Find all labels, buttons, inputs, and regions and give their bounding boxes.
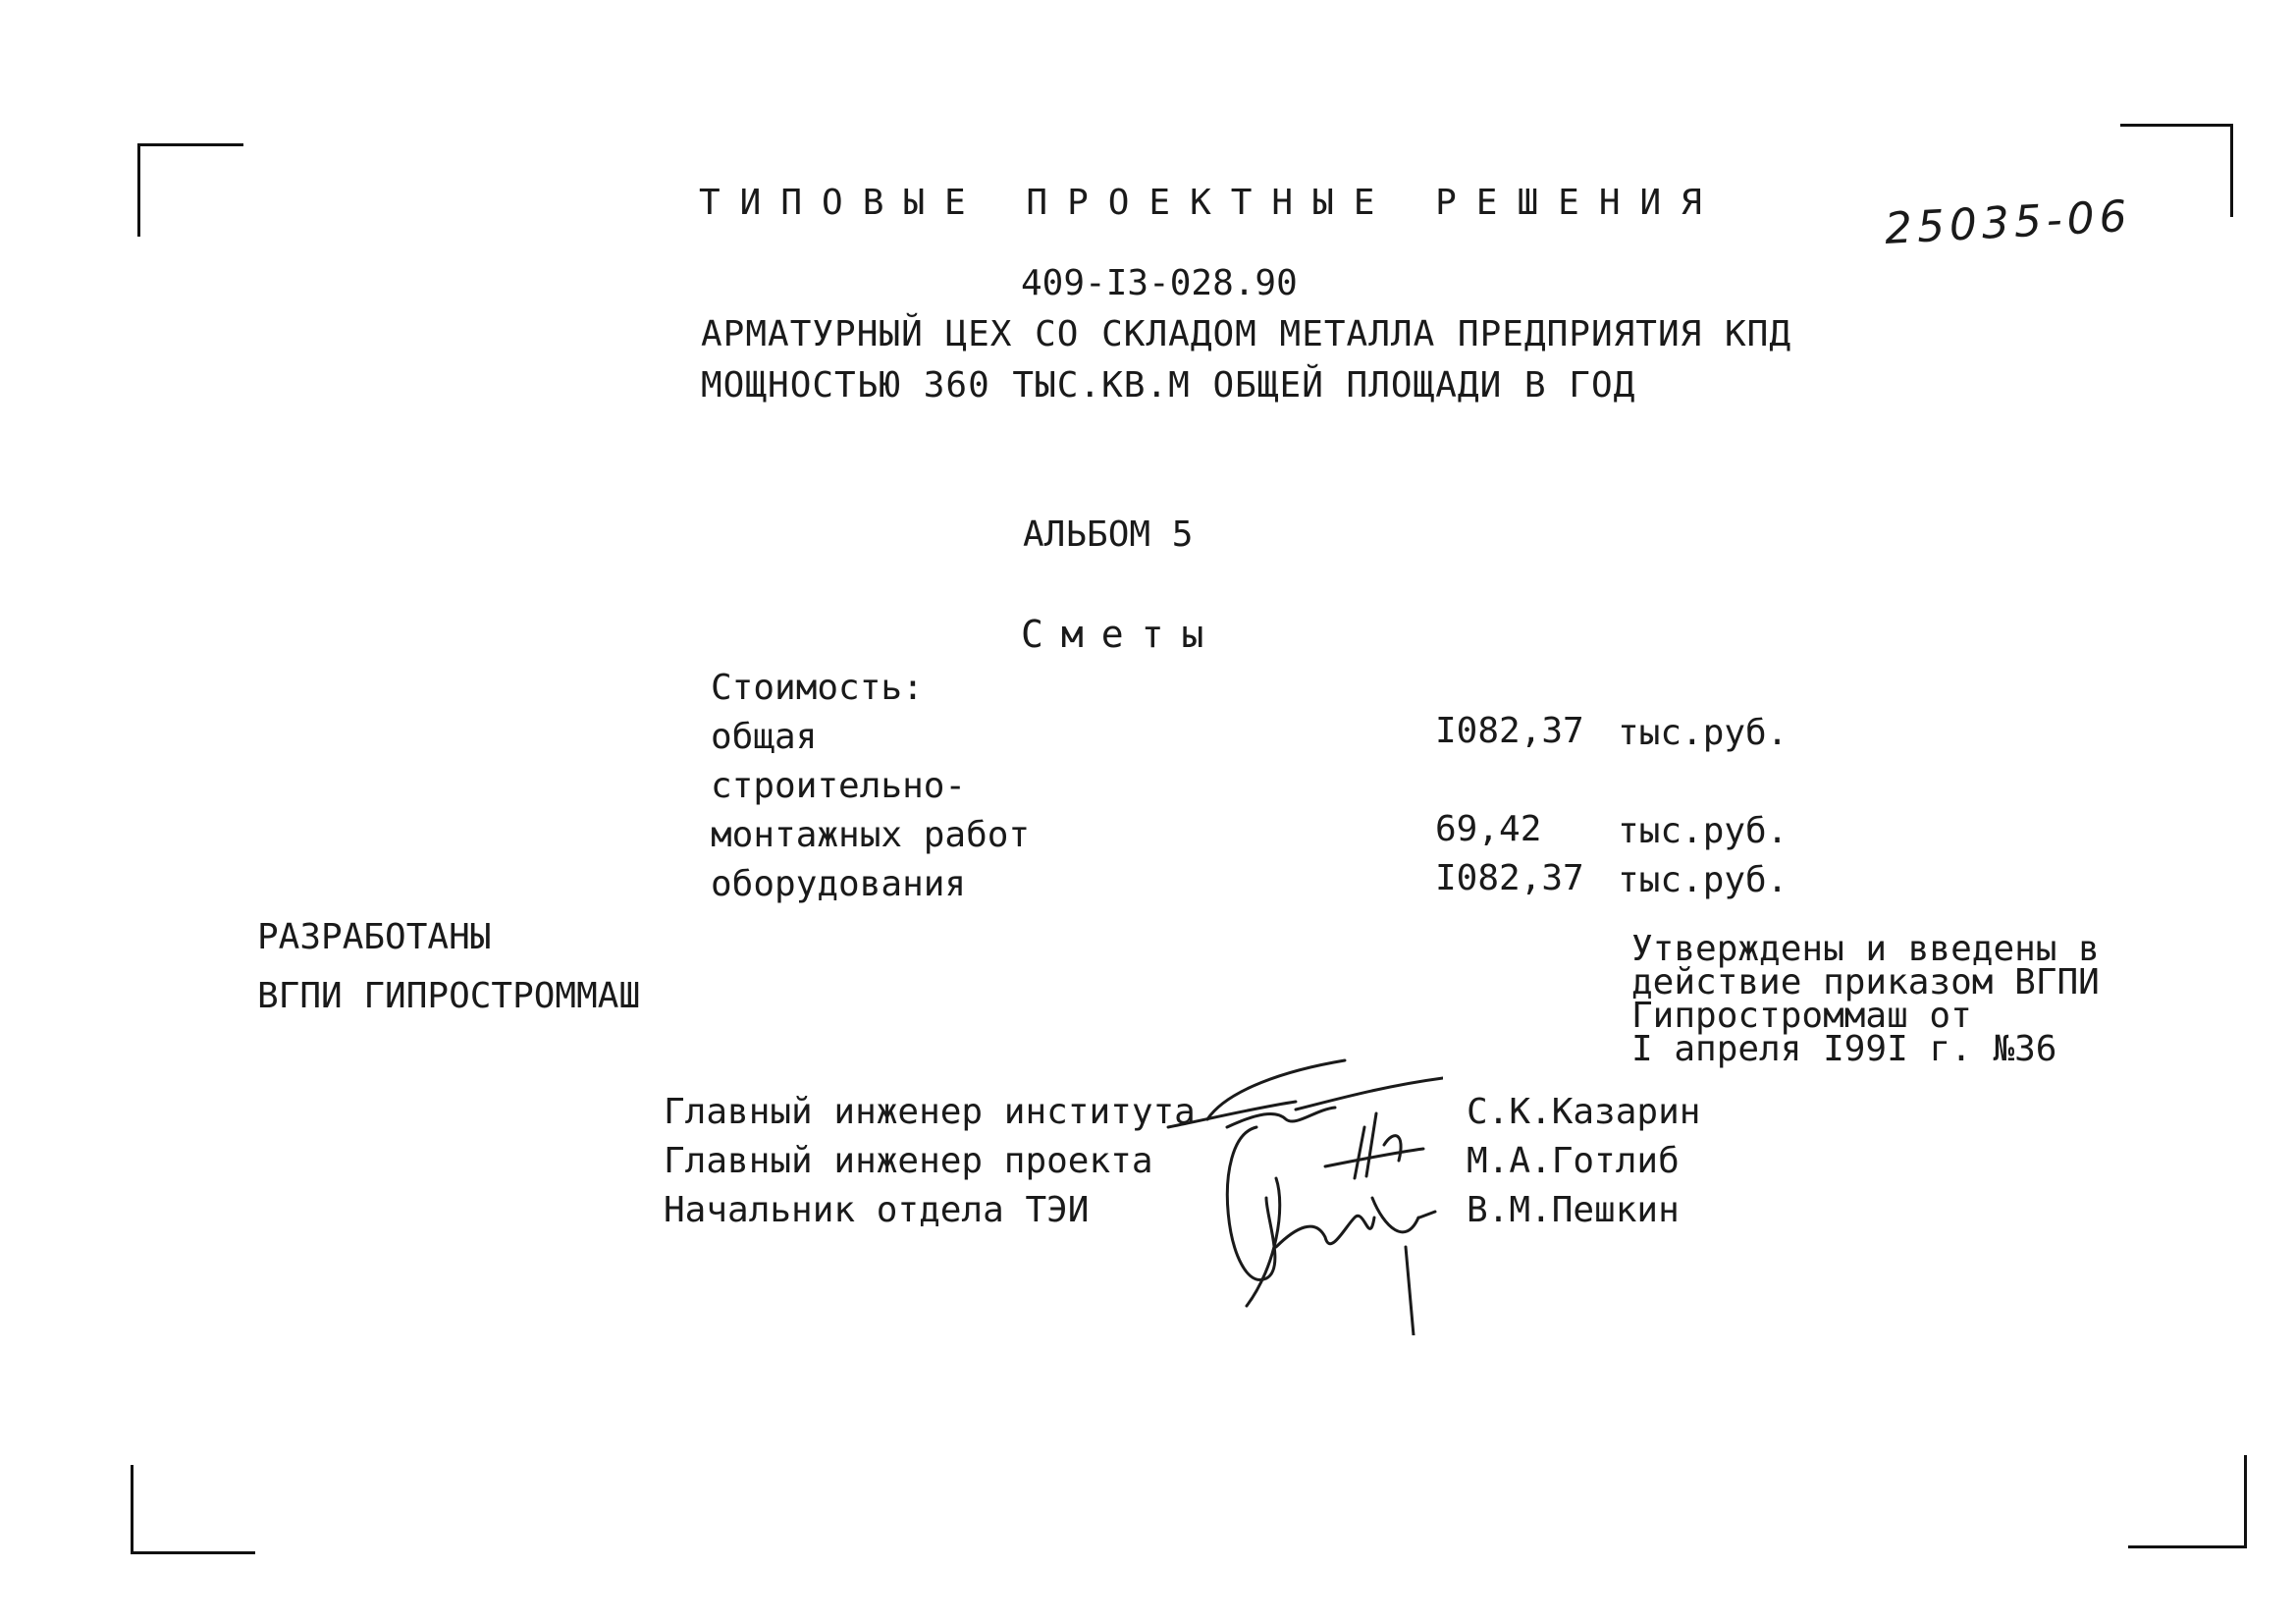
cost-row-value: 69,42 bbox=[1435, 809, 1542, 849]
series-title: ТИПОВЫЕ ПРОЕКТНЫЕ РЕШЕНИЯ bbox=[699, 183, 1722, 223]
cost-row-unit: тыс.руб. bbox=[1618, 713, 1789, 753]
cost-row-label: строительно- bbox=[711, 766, 967, 806]
project-code: 409-I3-028.90 bbox=[1021, 263, 1298, 303]
approval-line: I апреля I99I г. №36 bbox=[1631, 1029, 2057, 1069]
signatory-name: С.К.Казарин bbox=[1467, 1092, 1701, 1132]
cost-row-unit: тыс.руб. bbox=[1618, 860, 1789, 900]
cost-row-unit: тыс.руб. bbox=[1618, 811, 1789, 851]
corner-mark-bottom-right bbox=[2128, 1455, 2247, 1548]
document-title-line-1: АРМАТУРНЫЙ ЦЕХ СО СКЛАДОМ МЕТАЛЛА ПРЕДПРИЯТИЯ КПД bbox=[701, 314, 1792, 354]
corner-mark-bottom-left bbox=[131, 1465, 255, 1554]
signatory-role: Главный инженер института bbox=[664, 1092, 1196, 1132]
cost-row-value: I082,37 bbox=[1435, 858, 1584, 898]
corner-mark-top-right bbox=[2120, 124, 2233, 217]
section-title: Сметы bbox=[1021, 613, 1222, 656]
signatory-name: В.М.Пешкин bbox=[1467, 1190, 1680, 1230]
corner-mark-top-left bbox=[137, 143, 243, 237]
handwritten-signatures bbox=[1148, 1051, 1443, 1335]
signatory-role: Начальник отдела ТЭИ bbox=[664, 1190, 1090, 1230]
approval-line: Гипростроммаш от bbox=[1631, 996, 1972, 1036]
signatory-name: М.А.Готлиб bbox=[1467, 1141, 1680, 1181]
cost-row-value: I082,37 bbox=[1435, 711, 1584, 751]
developer-organization: ВГПИ ГИПРОСТРОММАШ bbox=[257, 976, 641, 1016]
album-label: АЛЬБОМ 5 bbox=[1023, 514, 1194, 555]
cost-row-label: оборудования bbox=[711, 864, 967, 904]
signatory-role: Главный инженер проекта bbox=[664, 1141, 1153, 1181]
cost-row-label: общая bbox=[711, 717, 818, 757]
approval-line: Утверждены и введены в bbox=[1631, 929, 2100, 969]
developer-label: РАЗРАБОТАНЫ bbox=[257, 917, 492, 957]
approval-line: действие приказом ВГПИ bbox=[1631, 962, 2100, 1002]
document-title-line-2: МОЩНОСТЬЮ 360 ТЫС.КВ.М ОБЩЕЙ ПЛОЩАДИ В ГОД bbox=[701, 365, 1636, 406]
cost-heading: Стоимость: bbox=[711, 668, 924, 708]
registration-number: 25035-06 bbox=[1883, 190, 2133, 254]
cost-row-label: монтажных работ bbox=[711, 815, 1031, 855]
